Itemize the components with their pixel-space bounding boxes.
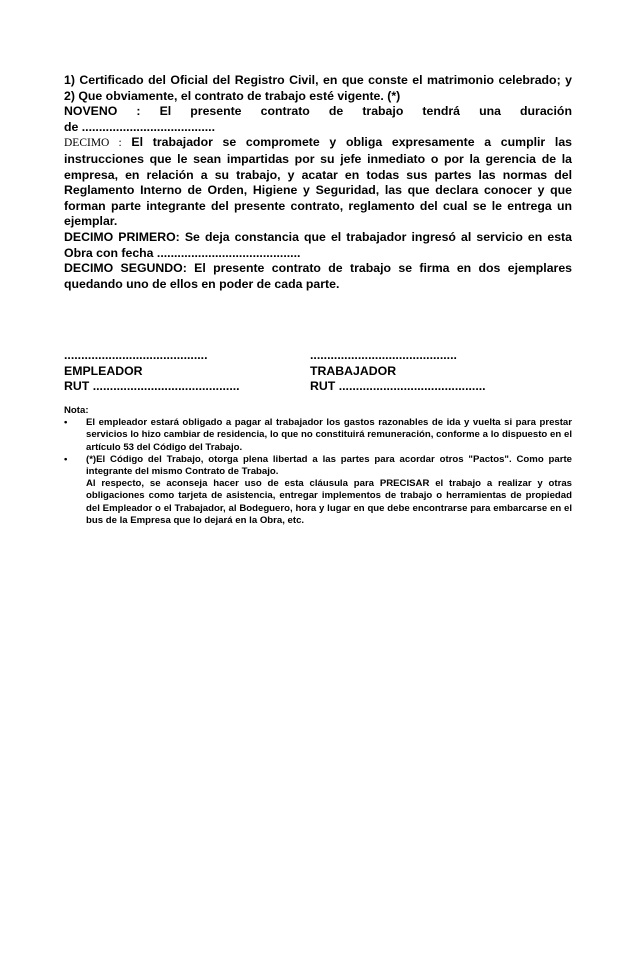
noveno-word: presente <box>190 104 242 119</box>
noveno-word: contrato <box>260 104 310 119</box>
employer-title: EMPLEADOR <box>64 363 143 378</box>
noveno-word: El <box>159 104 172 119</box>
decimo-primero-clause: DECIMO PRIMERO: Se deja constancia que el trabajador ingresó al servicio en esta Obra con fecha .......................................... <box>64 229 572 260</box>
employer-signature-line: .......................................... <box>64 348 208 362</box>
noveno-word: una <box>479 104 501 119</box>
decimo-segundo-clause: DECIMO SEGUNDO: El presente contrato de trabajo se firma en dos ejemplares quedando uno de ellos en poder de cada parte. <box>64 261 572 291</box>
note-item <box>64 454 572 527</box>
signature-block <box>64 348 572 395</box>
contract-body <box>64 73 572 292</box>
decimo-label: DECIMO : <box>64 137 122 150</box>
certificate-clause: 1) Certificado del Oficial del Registro Civil, en que conste el matrimonio celebrado; y 2) Que obviamente, el contrato de trabajo esté vigente. (*) <box>64 73 572 103</box>
note-item <box>64 417 572 454</box>
notes-section <box>64 405 572 527</box>
notes-list <box>64 417 572 527</box>
decimo-clause <box>64 135 572 230</box>
noveno-word: tendrá <box>422 104 460 119</box>
noveno-word: de <box>328 104 344 119</box>
worker-rut: RUT ........................................... <box>310 379 486 394</box>
noveno-word: duración <box>520 104 572 119</box>
bullet-icon: • <box>64 417 68 429</box>
noveno-word: NOVENO <box>64 104 118 119</box>
noveno-word: trabajo <box>362 104 404 119</box>
worker-signature <box>310 348 572 395</box>
worker-title: TRABAJADOR <box>310 363 397 378</box>
noveno-continuation: de ....................................... <box>64 119 216 134</box>
noveno-word: : <box>136 104 141 119</box>
noveno-clause-line <box>64 104 572 120</box>
employer-signature <box>64 348 310 395</box>
employer-rut: RUT ........................................... <box>64 379 240 394</box>
note-text-continuation: Al respecto, se aconseja hacer uso de esta cláusula para PRECISAR el trabajo a realizar y otras obligaciones como tarjeta de asistencia, entregar implementos de trabajo o herramientas de propiedad del Empleador o el Trabajador, al Bodeguero, hora y lugar en que debe encontrarse para embarcarse en el bus de la Empresa que lo dejará en la Obra, etc. <box>86 478 572 526</box>
worker-signature-line: ........................................... <box>310 348 457 362</box>
decimo-text: El trabajador se compromete y obliga expresamente a cumplir las instrucciones que le sean impartidas por su jefe inmediato o por la gerencia de la empresa, en relación a su trabajo, y acatar en todas sus partes las normas del Reglamento Interno de Orden, Higiene y Seguridad, las que declara conocer y que forman parte integrante del presente contrato, reglamento del cual se le entrega un ejemplar. <box>64 135 572 229</box>
note-text: (*)El Código del Trabajo, otorga plena libertad a las partes para acordar otros "Pactos". Como parte integrante del mismo Contrato de Trabajo. <box>86 453 572 478</box>
note-text: El empleador estará obligado a pagar al trabajador los gastos razonables de ida y vuelta si para prestar servicios lo hizo cambiar de residencia, lo que no constituirá remuneración, conforme a lo dispuesto en el artículo 53 del Código del Trabajo. <box>86 417 572 453</box>
notes-heading: Nota: <box>64 405 89 416</box>
bullet-icon: • <box>64 453 68 465</box>
